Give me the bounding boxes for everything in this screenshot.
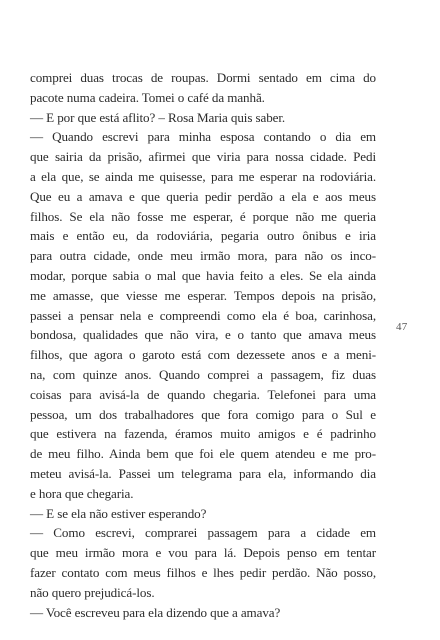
text-line: que sairia da prisão, afirmei que viria para nossa cidade. Pedi	[30, 149, 376, 165]
text-line: filhos, que agora o garoto está com dezessete anos e a meni-	[30, 347, 376, 363]
text-line: fazer contato com meus filhos e lhes pedir perdão. Não posso,	[30, 564, 376, 580]
text-line: que meu irmão mora e vou para lá. Depois penso em tentar	[30, 545, 376, 561]
text-line: a ela que, se ainda me quisesse, para me esperar na rodoviária.	[30, 168, 376, 184]
text-line: coisas para avisá-la de quando chegaria. Telefonei para uma	[30, 386, 376, 402]
text-line: de meu filho. Ainda bem que foi ele quem atendeu e me pro-	[30, 446, 376, 462]
text-line: pacote numa cadeira. Tomei o café da manhã.	[30, 89, 265, 105]
text-line: — Você escreveu para ela dizendo que a amava?	[30, 604, 281, 620]
text-line: — Como escrevi, comprarei passagem para a cidade em	[30, 525, 376, 541]
text-line: — E por que está aflito? – Rosa Maria quis saber.	[30, 109, 286, 125]
text-line: — Quando escrevi para minha esposa contando o dia em	[30, 129, 376, 145]
text-line: passei a pensar nela e compreendi como ela é boa, carinhosa,	[30, 307, 376, 323]
text-line: modar, porque sabia o mal que havia feito a eles. Se ela ainda	[30, 267, 376, 283]
text-line: não quero prejudicá-los.	[30, 584, 155, 600]
text-line: filhos. Se ela não fosse me esperar, é porque não me queria	[30, 208, 376, 224]
text-line: meteu avisá-la. Passei um telegrama para ela, informando dia	[30, 465, 376, 481]
page-number: 47	[396, 321, 408, 333]
body-text	[30, 68, 376, 622]
text-line: para outra cidade, onde meu irmão mora, para não os inco-	[30, 248, 376, 264]
text-line: que estivera na fazenda, éramos muito amigos e é padrinho	[30, 426, 376, 442]
text-line: bondosa, qualidades que não vira, e o tanto que amava meus	[30, 327, 376, 343]
text-line: na, com quinze anos. Quando comprei a passagem, fiz duas	[30, 366, 376, 382]
text-line: mais e então eu, da rodoviária, pegaria outro ônibus e iria	[30, 228, 376, 244]
text-line: Que eu a amava e que queria pedir perdão a ela e aos meus	[30, 188, 376, 204]
text-line: e hora que chegaria.	[30, 485, 134, 501]
text-line: pessoa, um dos trabalhadores que fora comigo para o Sul e	[30, 406, 376, 422]
text-line: comprei duas trocas de roupas. Dormi sentado em cima do	[30, 70, 376, 85]
text-line: me amasse, que viesse me esperar. Tempos depois na prisão,	[30, 287, 376, 303]
text-line: — E se ela não estiver esperando?	[30, 505, 207, 521]
